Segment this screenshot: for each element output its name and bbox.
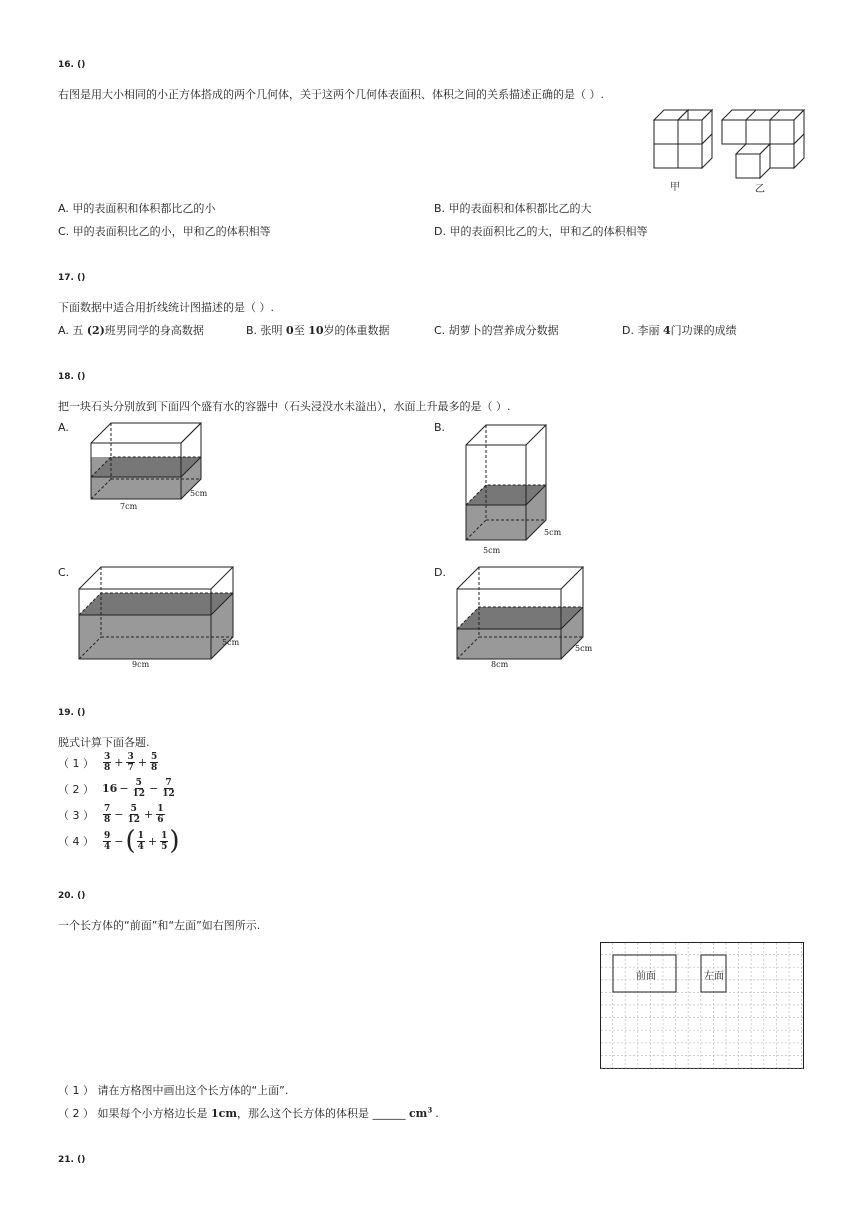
q16-option-d[interactable]: D. 甲的表面积比乙的大，甲和乙的体积相等 bbox=[434, 225, 648, 238]
q21-number: 21. () bbox=[58, 1155, 86, 1165]
q16-stem: 右图是用大小相同的小正方体搭成的两个几何体，关于这两个几何体表面积、体积之间的关系描述正确的是（ ）. bbox=[58, 88, 604, 101]
denominator: 7 bbox=[127, 763, 134, 773]
q18-stem: 把一块石头分别放到下面四个盛有水的容器中（石头浸没水未溢出），水面上升最多的是（ ）. bbox=[58, 400, 511, 413]
denominator: 5 bbox=[161, 841, 168, 852]
numerator: 7 bbox=[165, 778, 172, 788]
operator: + bbox=[137, 756, 147, 769]
denominator: 8 bbox=[104, 815, 111, 825]
q19-item-2-label: （ 2 ） bbox=[58, 782, 94, 796]
numerator: 9 bbox=[104, 830, 111, 841]
q19-stem: 脱式计算下面各题. bbox=[58, 736, 150, 749]
q18-d-side-dim: 5cm bbox=[575, 644, 593, 653]
numerator: 5 bbox=[130, 804, 137, 814]
q16-option-b[interactable]: B. 甲的表面积和体积都比乙的大 bbox=[434, 202, 592, 215]
numerator: 1 bbox=[157, 804, 164, 814]
q17-stem: 下面数据中适合用折线统计图描述的是（ ）. bbox=[58, 301, 274, 314]
denominator: 12 bbox=[162, 789, 175, 799]
q20-grid[interactable] bbox=[600, 942, 805, 1070]
q17-d-post: 门功课的成绩 bbox=[670, 324, 737, 337]
fraction bbox=[132, 778, 147, 799]
q17-b-text: B. 张明 bbox=[246, 324, 287, 337]
q19-item-3-label: （ 3 ） bbox=[58, 808, 94, 822]
fraction bbox=[103, 752, 111, 773]
q20-sub2-unit: 1cm bbox=[210, 1107, 237, 1120]
fraction bbox=[137, 831, 145, 852]
fraction bbox=[103, 804, 111, 825]
q18-container-d bbox=[453, 565, 593, 665]
q16-cube-figure bbox=[640, 100, 820, 195]
q17-option-d[interactable] bbox=[622, 322, 737, 338]
numerator: 3 bbox=[104, 752, 111, 762]
q18-d-bottom-dim: 8cm bbox=[491, 660, 509, 669]
q19-item-1 bbox=[58, 752, 159, 773]
q17-d-text: D. 李丽 bbox=[622, 324, 663, 337]
q18-label-c[interactable]: C. bbox=[58, 566, 70, 579]
q20-sub2-exponent: 3 bbox=[427, 1105, 433, 1115]
operator: − bbox=[114, 808, 124, 821]
q18-container-a bbox=[85, 420, 225, 520]
q16-option-a[interactable]: A. 甲的表面积和体积都比乙的小 bbox=[58, 202, 216, 215]
q18-number: 18. () bbox=[58, 372, 86, 382]
q16-label-yi: 乙 bbox=[755, 184, 765, 195]
q17-number: 17. () bbox=[58, 273, 86, 283]
q19-item-4-label: （ 4 ） bbox=[58, 835, 94, 848]
q20-front-label: 前面 bbox=[636, 971, 656, 982]
q18-container-c bbox=[75, 565, 245, 665]
q20-sub2-unit2: cm bbox=[408, 1107, 428, 1120]
q18-b-side-dim: 5cm bbox=[544, 528, 562, 537]
operator: + bbox=[114, 756, 124, 769]
q20-sub2-end: . bbox=[435, 1107, 439, 1120]
q18-b-bottom-dim: 5cm bbox=[483, 546, 501, 555]
q16-label-jia: 甲 bbox=[670, 182, 680, 193]
operator: − bbox=[114, 834, 124, 848]
q16-option-c[interactable]: C. 甲的表面积比乙的小，甲和乙的体积相等 bbox=[58, 225, 271, 238]
q17-c-text: C. 胡萝卜的营养成分数据 bbox=[434, 324, 559, 337]
q17-a-text: A. 五 bbox=[58, 324, 87, 337]
answer-blank[interactable]: ______ bbox=[372, 1107, 406, 1120]
q20-number: 20. () bbox=[58, 891, 86, 901]
numerator: 3 bbox=[127, 752, 134, 762]
q17-a-post: 班男同学的身高数据 bbox=[104, 324, 204, 337]
right-paren: ) bbox=[169, 826, 180, 856]
denominator: 12 bbox=[127, 815, 141, 825]
denominator: 4 bbox=[104, 841, 111, 852]
q18-label-d[interactable]: D. bbox=[434, 566, 446, 579]
q17-b-mid: 至 bbox=[293, 324, 309, 337]
q19-item-2 bbox=[58, 778, 177, 799]
fraction bbox=[126, 752, 134, 773]
fraction bbox=[160, 831, 168, 852]
q19-item-1-label: （ 1 ） bbox=[58, 756, 94, 770]
q18-label-a[interactable]: A. bbox=[58, 421, 69, 434]
operator: + bbox=[144, 808, 154, 821]
denominator: 8 bbox=[104, 763, 111, 773]
q19-item-3 bbox=[58, 804, 166, 825]
operator: − bbox=[119, 782, 129, 795]
fraction bbox=[161, 778, 176, 799]
denominator: 8 bbox=[150, 763, 158, 773]
q20-sub1: （ 1 ） 请在方格图中画出这个长方体的“上面”. bbox=[58, 1084, 289, 1097]
q16-number: 16. () bbox=[58, 60, 86, 70]
q18-c-bottom-dim: 9cm bbox=[132, 660, 150, 669]
q17-option-a[interactable] bbox=[58, 322, 204, 338]
q17-b-bold2: 10 bbox=[308, 324, 324, 337]
fraction bbox=[103, 831, 111, 852]
q17-d-bold: 4 bbox=[662, 324, 671, 337]
numerator: 5 bbox=[150, 752, 158, 762]
fraction bbox=[126, 804, 141, 825]
q17-option-c[interactable] bbox=[434, 322, 559, 338]
denominator: 12 bbox=[132, 789, 146, 799]
numerator: 1 bbox=[161, 830, 168, 841]
q17-b-post: 岁的体重数据 bbox=[323, 324, 390, 337]
numerator: 5 bbox=[135, 778, 142, 788]
q19-number: 19. () bbox=[58, 708, 86, 718]
numerator: 1 bbox=[137, 830, 144, 841]
left-paren: ( bbox=[125, 826, 136, 856]
q18-c-side-dim: 5cm bbox=[222, 638, 240, 647]
q20-stem: 一个长方体的“前面”和“左面”如右图所示. bbox=[58, 919, 261, 932]
q19-item-4 bbox=[58, 828, 180, 854]
denominator: 6 bbox=[157, 815, 164, 825]
whole-number: 16 bbox=[102, 782, 118, 795]
q18-label-b[interactable]: B. bbox=[434, 421, 446, 434]
q17-option-b[interactable] bbox=[246, 322, 390, 338]
q17-b-bold: 0 bbox=[286, 324, 294, 337]
operator: + bbox=[147, 834, 158, 848]
q17-a-bold: (2) bbox=[86, 324, 105, 337]
q18-a-side-dim: 5cm bbox=[190, 489, 208, 498]
fraction bbox=[150, 752, 158, 773]
q20-left-label: 左面 bbox=[704, 971, 724, 982]
q20-sub2 bbox=[58, 1105, 439, 1121]
q18-a-bottom-dim: 7cm bbox=[120, 502, 138, 511]
q20-sub2-mid: ，那么这个长方体的体积是 bbox=[236, 1107, 373, 1120]
numerator: 7 bbox=[104, 804, 111, 814]
q20-sub2-pre: （ 2 ） 如果每个小方格边长是 bbox=[58, 1107, 211, 1120]
fraction bbox=[156, 804, 164, 825]
denominator: 4 bbox=[137, 841, 144, 852]
operator: − bbox=[149, 782, 159, 795]
